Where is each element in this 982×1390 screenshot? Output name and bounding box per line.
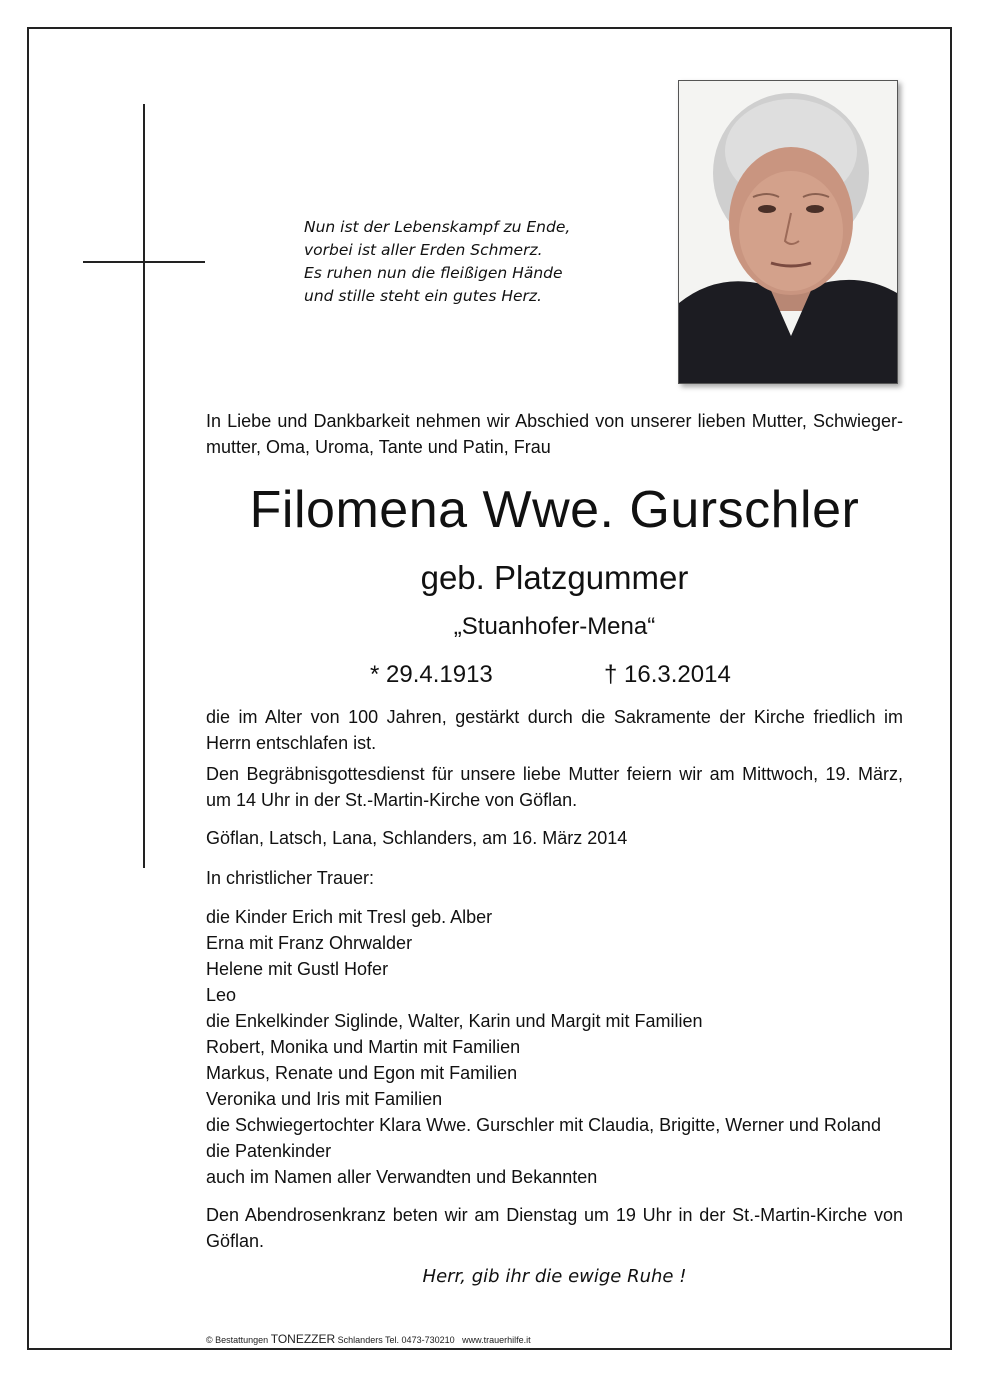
footer-town: Schlanders <box>337 1335 383 1345</box>
list-item: auch im Namen aller Verwandten und Bekannten <box>206 1167 598 1187</box>
list-item: die Kinder Erich mit Tresl geb. Alber <box>206 907 493 927</box>
intro-text: In Liebe und Dankbarkeit nehmen wir Abschied von unserer lieben Mutter, Schwieger-mutter, Oma, Uroma, Tante und Patin, Frau <box>206 411 903 457</box>
list-item: Erna mit Franz Ohrwalder <box>206 933 413 953</box>
footer-phone: Tel. 0473-730210 <box>385 1335 455 1345</box>
cross-horizontal-bar <box>83 261 205 263</box>
nickname: „Stuanhofer-Mena“ <box>453 613 656 640</box>
mourning-intro: In christlicher Trauer: <box>206 868 375 888</box>
list-item: die Schwiegertochter Klara Wwe. Gurschler mit Claudia, Brigitte, Werner und Roland <box>206 1115 881 1135</box>
list-item: Veronika und Iris mit Familien <box>206 1089 443 1109</box>
death-date: † 16.3.2014 <box>604 661 731 688</box>
poem-line: und stille steht ein gutes Herz. <box>304 287 542 305</box>
list-item: Helene mit Gustl Hofer <box>206 959 389 979</box>
portrait-photo <box>678 80 898 384</box>
rosary-paragraph: Den Abendrosenkranz beten wir am Dienstag um 19 Uhr in der St.-Martin-Kirche von Göflan. <box>206 1205 903 1251</box>
cross-vertical-bar <box>143 104 145 868</box>
list-item: Markus, Renate und Egon mit Familien <box>206 1063 518 1083</box>
footer-brand: TONEZZER <box>270 1332 336 1346</box>
footer-website: www.trauerhilfe.it <box>462 1335 531 1345</box>
list-item: Robert, Monika und Martin mit Familien <box>206 1037 521 1057</box>
birth-date: * 29.4.1913 <box>370 661 493 688</box>
death-notice-paragraph: die im Alter von 100 Jahren, gestärkt durch die Sakramente der Kirche friedlich im Herrn entschlafen ist. <box>206 707 903 753</box>
list-item: Leo <box>206 985 237 1005</box>
deceased-name: Filomena Wwe. Gurschler <box>249 481 860 539</box>
list-item: die Patenkinder <box>206 1141 332 1161</box>
list-item: die Enkelkinder Siglinde, Walter, Karin und Margit mit Familien <box>206 1011 703 1031</box>
mourners-list <box>206 904 903 1190</box>
place-date-line: Göflan, Latsch, Lana, Schlanders, am 16. März 2014 <box>206 828 628 848</box>
poem-line: Nun ist der Lebenskampf zu Ende, <box>304 218 571 236</box>
poem-line: Es ruhen nun die fleißigen Hände <box>304 264 563 282</box>
poem <box>304 216 644 308</box>
footer-copyright: © Bestattungen <box>206 1335 269 1345</box>
funeral-paragraph: Den Begräbnisgottesdienst für unsere liebe Mutter feiern wir am Mittwoch, 19. März, um 14 Uhr in der St.-Martin-Kirche von Göflan. <box>206 764 903 810</box>
poem-line: vorbei ist aller Erden Schmerz. <box>304 241 543 259</box>
closing-prayer: Herr, gib ihr die ewige Ruhe ! <box>422 1266 687 1287</box>
footer <box>206 1333 531 1346</box>
birth-name: geb. Platzgummer <box>420 559 689 596</box>
